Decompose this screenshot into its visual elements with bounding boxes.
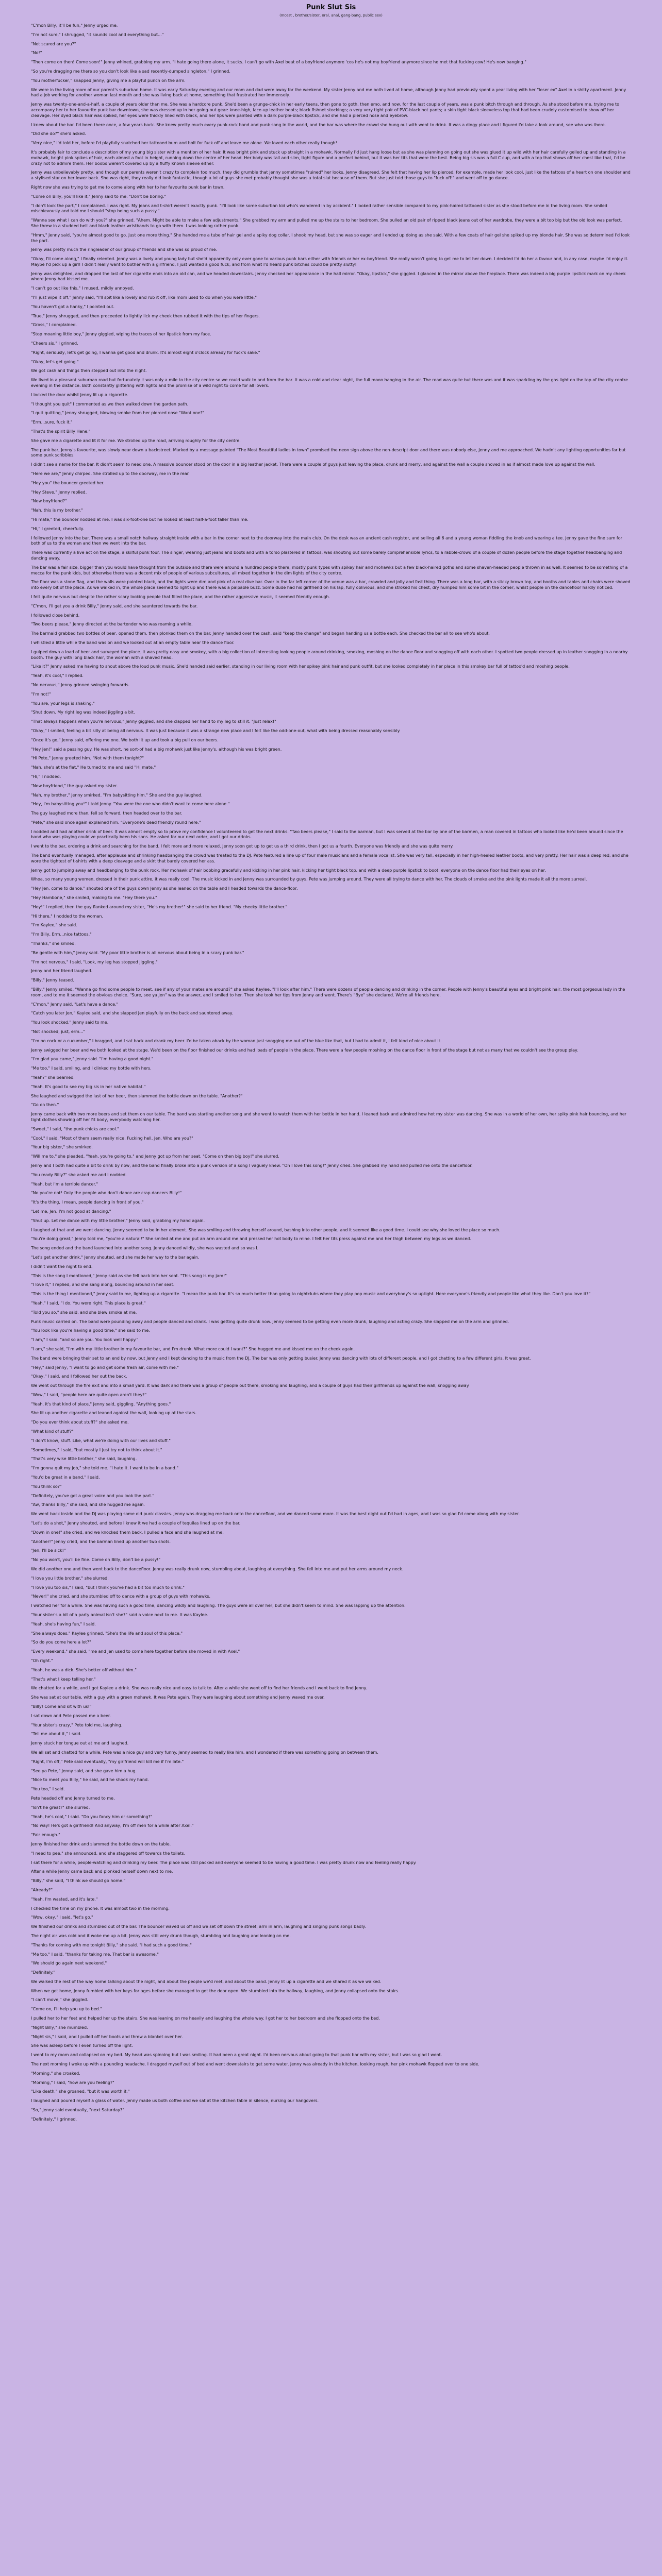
story-paragraph: "Hi," I greeted, cheerfully. — [31, 526, 84, 531]
story-paragraph: Jenny swigged her beer and we both looked at the stage. We'd been on the floor finished our drinks and had loads of people in the place. There were a few people moshing on the dance floor in front of the stage but not as many that we couldn't see the group play. — [31, 1047, 578, 1053]
story-paragraph: "No way! He's got a girlfriend! And anyway, I'm off men for a while after Axel." — [31, 1823, 194, 1828]
story-paragraph: I went to the bar, ordering a drink and searching for the band. I felt more and more relaxed. Jenny soon got up to get us a third drink, then I got us a fourth. Everyone was friendly and she was quite merry. — [31, 844, 454, 849]
story-paragraph: "Another!" Jenny cried, and the barman lined up another two shots. — [31, 1539, 171, 1544]
story-paragraph: "Okay, I'll come along," I finally relented. Jenny was a lively and young lady but she'd apparently only ever gone to various punk bars either with friends or her ex-boyfriend. She really wasn't going to get me to let her down. I decided I'd do her a favour and, in any case, maybe I'd enjoy it. Maybe I'd pick up a girl! I didn't really want to bother with a girlfriend, I just wanted a good fuck, and from what I'd heard punk bitches could be pretty slutty! — [31, 257, 628, 267]
story-paragraph: "I can't go out like this," I mused, mildly annoyed. — [31, 286, 134, 291]
story-paragraph: "Come on, I'll help you up to bed." — [31, 2007, 102, 2012]
story-paragraph: I whistled a little while the band was on and we looked out at an empty table near the dance floor. — [31, 640, 235, 645]
story-paragraph: "Yeah, I'm wasted, and it's late." — [31, 1896, 98, 1902]
story-paragraph: "Hey you" the bouncer greeted her. — [31, 480, 105, 485]
story-paragraph: "Yeah?" she beamed. — [31, 1075, 75, 1080]
story-paragraph: "Okay, let's get going." — [31, 359, 79, 364]
story-body — [31, 23, 631, 2123]
story-paragraph: "Wow, okay," I said, "let's go." — [31, 1915, 93, 1920]
story-paragraph: "No you won't, you'll be fine. Come on Billy, don't be a pussy!" — [31, 1557, 161, 1563]
story-paragraph: "You look shocked," Jenny said to me. — [31, 1020, 109, 1025]
story-paragraph: "Wow," I said, "people here are quite open aren't they?" — [31, 1392, 147, 1397]
story-paragraph: "Definitely," I grinned. — [31, 2116, 77, 2122]
story-paragraph: "You're doing great," Jenny told me, "you're a natural!" She smiled at me and put an arm around me and pressed her hot body to mine. I felt her tits press against me and her thigh between my legs as we danced. — [31, 1236, 471, 1242]
story-paragraph: "Hey Steve," Jenny replied. — [31, 489, 87, 495]
story-paragraph: "Billy! Come and sit with us!" — [31, 1704, 92, 1709]
story-paragraph: We chatted for a while, and I got Kaylee a drink. She was really nice and easy to talk to. After a while she went off to find her friends and I went back to find Jenny. — [31, 1686, 367, 1691]
story-paragraph: "Yeah, but I'm a terrible dancer." — [31, 1181, 98, 1187]
story-paragraph: Jenny was delighted, and dropped the last of her cigarette ends into an old can, and we headed downstairs. Jenny checked her appearance in the hall mirror. "Okay, lipstick," she giggled. I glanced in the mirror above the fireplace. There was indeed a big purple lipstick mark on my cheek where Jenny had kissed me. — [31, 271, 626, 282]
story-paragraph: I laughed and poured myself a glass of water. Jenny made us both coffee and we sat at the kitchen table in silence, nursing our hangovers. — [31, 2098, 319, 2104]
story-paragraph: "Hey," said Jenny, "I want to go and get some fresh air, come with me." — [31, 1365, 179, 1370]
story-paragraph: We all sat and chatted for a while. Pete was a nice guy and very funny. Jenny seemed to really like him, and I wondered if there was something going on between them. — [31, 1750, 378, 1755]
story-paragraph: "Your big sister," she smirked. — [31, 1145, 93, 1150]
story-paragraph: "Sometimes," I said, "but mostly I just try not to think about it." — [31, 1447, 162, 1452]
story-paragraph: "Yeah. It's good to see my big sis in her native habitat." — [31, 1084, 146, 1089]
story-paragraph: "Will me to," she pleaded, "Yeah, you're going to," and Jenny got up from her seat. "Come on then big boy!" she slurred. — [31, 1154, 279, 1159]
story-paragraph: "You think so?" — [31, 1484, 62, 1489]
story-paragraph: We were in the living room of our parent's suburban home. It was early Saturday evening and our mom and dad were away for the weekend. My sister Jenny and me both lived at home, although Jenny had previously spent a year living with her "loser ex" Axel in a shitty apartment. Jenny had a job working for another woman last month and she was living back at home, something that frustrated her immensely. — [31, 87, 626, 98]
story-paragraph: "New boyfriend," the guy asked my sister. — [31, 783, 118, 788]
story-paragraph: "That's what I keep telling her." — [31, 1676, 96, 1682]
story-paragraph: Jenny came back with two more beers and set them on our table. The band was starting another song and she went to watch them with her bottle in her hand. I leaned back and admired how hot my sister was dancing. She was in a world of her own, her spiky pink hair bouncing, and her tight clothes showing off her fit body, everybody watching her. — [31, 1112, 627, 1122]
story-paragraph: "I'll just wipe it off," Jenny said, "I'll spit like a lovely and rub it off, like mom used to do when you were little." — [31, 295, 257, 300]
story-paragraph: "I thought you quit" I commented as we then walked down the garden path. — [31, 401, 189, 406]
story-paragraph: "Nah, my brother," Jenny smirked. "I'm babysitting him." She and the guy laughed. — [31, 792, 203, 798]
story-paragraph: I checked the time on my phone. It was almost two in the morning. — [31, 1906, 170, 1911]
story-paragraph: The bar was a fair size, bigger than you would have thought from the outside and there were around a hundred people there, mostly punk types with spikey hair and mohawks but a few black-haired goths and some shaven-headed people thrown in as well. It seemed to be something of a mecca for the punk kids, but otherwise there was a decent mix of people of various subcultures, all mixed together in the dim lights of the city centre. — [31, 565, 628, 575]
story-paragraph: "Pete," she said once again explained him. "Everyone's dead friendly round here." — [31, 820, 201, 825]
story-paragraph: Jenny was unbelievably pretty, and though our parents weren't crazy to complain too much, they did grumble that Jenny sometimes "ruined" her looks. Jenny disagreed. She felt that having her lip pierced, for example, made her look cool, just like the tattoos of a heart on one shoulder and a stylised star on her lower back. She was right, they really did look fantastic, though a lot of guys she met probably thought she was a total slut because of them. But she just told those guys to "fuck off!" and went off to go dance. — [31, 170, 631, 181]
story-paragraph: The night air was cold and it woke me up a bit. Jenny was still very drunk though, stumbling and laughing and leaning on me. — [31, 1933, 291, 1938]
story-paragraph: "Billy," she said, "I think we should go home." — [31, 1878, 126, 1884]
story-paragraph: "Down in one!" she cried, and we knocked them back. I pulled a face and she laughed at me. — [31, 1530, 224, 1535]
story-paragraph: The punk bar, Jenny's favourite, was slowly near down a backstreet. Marked by a message painted "The Most Beautiful ladies in town" promised the neon sign above the non-descript door and there was nobody else, Jenny and me approached. We hadn't any lighting opportunities far but some punk scribbles. — [31, 447, 626, 458]
story-paragraph: "So you're dragging me there so you don't look like a sad recently-dumped singleton," I grinned. — [31, 69, 230, 74]
story-paragraph: I didn't see a name for the bar. It didn't seem to need one. A massive bouncer stood on the door in a big leather jacket. There were a couple of guys just leaving the place, drunk and merry, and against the wall a couple shoved in as if almost made love up against the wall. — [31, 462, 595, 467]
story-paragraph: The floor was a stone flag, and the walls were painted black, and the lights were dim and pink of a real dive bar. Over in the far left corner of the venue was a bar, crowded and jolly and fast thing. There was a long bar, with a sticky brown top, and booths and tables and chairs were shoved into every bit of the place. As we walked in, the whole place seemed to light up and there was a palpable buzz. Some dude had his girlfriend on his lap, fully oblivious, and she stroked his chest, dry humped him some bit in the corner, whilst people on the dancefloor hardly noticed. — [31, 580, 631, 590]
story-paragraph: She laughed and swigged the last of her beer, then slammed the bottle down on the table. "Another?" — [31, 1093, 243, 1098]
story-paragraph: We went back inside and the DJ was playing some old punk classics. Jenny was dragging me back onto the dancefloor, and we danced some more. It was the best night out I'd had in ages, and I was so glad I'd come along with my sister. — [31, 1512, 520, 1517]
story-paragraph: "You are, your legs is shaking." — [31, 701, 95, 706]
story-title: Punk Slut Sis — [306, 4, 356, 11]
story-paragraph: "I love you little brother," she slurred. — [31, 1575, 109, 1581]
story-page — [31, 0, 631, 2123]
story-paragraph: "Me too," I said, "thanks for taking me. That bar is awesome." — [31, 1952, 159, 1957]
story-paragraph: The next morning I woke up with a pounding headache. I dragged myself out of bed and went downstairs to get some water. Jenny was already in the kitchen, looking rough, her pink mohawk flopped over to one side. — [31, 2062, 479, 2067]
story-paragraph: "Never!" she cried, and she stumbled off to dance with a group of guys with mohawks. — [31, 1594, 211, 1599]
story-paragraph: "This is the song I mentioned," Jenny said as she fell back into her seat. "This song is my jam!" — [31, 1273, 227, 1278]
story-paragraph: "New boyfriend?" — [31, 499, 67, 504]
story-paragraph: "I'm glad you came," Jenny said. "I'm having a good night." — [31, 1057, 154, 1062]
story-paragraph: I didn't want the night to end. — [31, 1264, 93, 1269]
story-paragraph: "I need to pee," she announced, and she staggered off towards the toilets. — [31, 1851, 186, 1856]
story-paragraph: Jenny stuck her tongue out at me and laughed. — [31, 1741, 129, 1746]
story-paragraph: "Hey Jen, come to dance," shouted one of the guys down Jenny as she leaned on the table and I headed towards the dance-floor. — [31, 886, 298, 891]
story-paragraph: "See ya Pete," Jenny said, and she gave him a hug. — [31, 1768, 137, 1773]
story-paragraph: "Oh right." — [31, 1658, 53, 1663]
story-paragraph: "I'm gonna quit my job," she told me. "I hate it. I want to be in a band." — [31, 1466, 179, 1471]
story-paragraph: Jenny finished her drink and slammed the bottle down on the table. — [31, 1841, 171, 1846]
story-paragraph: "C'mon, I'll get you a drink Billy," Jenny said, and she sauntered towards the bar. — [31, 603, 198, 608]
story-paragraph: "I can't move," she giggled. — [31, 1997, 88, 2003]
story-paragraph: "You too," I said. — [31, 1787, 65, 1792]
story-paragraph: "Go on then." — [31, 1103, 59, 1108]
story-paragraph: I laughed at that and we went dancing. Jenny seemed to be in her element. She was smiling and throwing herself around, bashing into other people, and it seemed like a good time. I could see why she loved the place so much. — [31, 1227, 501, 1232]
story-paragraph: "You motherfucker," snapped Jenny, giving me a playful punch on the arm. — [31, 78, 186, 83]
story-paragraph: I knew about the bar. I'd been there once, a few years back. She knew pretty much every punk-rock band and punk song in the world, and the bar was where the crowd she hung out with went to drink. It was a dingy place and I figured I'd take a look around, see who was there. — [31, 122, 606, 127]
story-paragraph: "Shut up. Let me dance with my little brother," Jenny said, grabbing my hand again. — [31, 1218, 205, 1223]
story-paragraph: Jenny got to jumping away and headbanging to the punk rock. Her mohawk of hair bobbing gracefully and kicking in her pink hair, kicking her tight black top, and with a deep purple lipstick to boot, everyone on the dance floor had their eyes on her. — [31, 868, 546, 873]
story-paragraph: I gulped down a load of beer and surveyed the place. It was pretty easy and smokey, with a big collection of interesting looking people around drinking, smoking, moshing on the dance floor and snogging off with each other. I spotted two people dressed up in leather snogging in a nearby booth. The guy with long black hair, the woman with a shaved head. — [31, 649, 628, 660]
story-paragraph: We got cash and things then stepped out into the night. — [31, 368, 147, 374]
story-paragraph: "Hmm," Jenny said, "you're almost good to go. Just one more thing." She handed me a tube of hair gel and a spiky dog collar. I shook my head, but she was so eager and I ended up doing as she said. With a few coats of hair gel she spiked up my blonde hair. She was so determined I'd look the part. — [31, 232, 630, 243]
story-paragraph: "Like it?" Jenny asked me having to shout above the loud punk music. She'd handed said earlier, standing in our living room with her spikey pink hair and punk outfit, but she looked completely in her place in this smokey bar full of tattoo'd and moshing people. — [31, 664, 570, 669]
story-paragraph: "Yeah, she's having fun," I said. — [31, 1621, 96, 1626]
story-paragraph: "I'm Kaylee," she said. — [31, 923, 77, 928]
story-paragraph: Right now she was trying to get me to come along with her to her favourite punk bar in town. — [31, 184, 225, 190]
story-paragraph: Whoa, so many young women, dressed in their punk attire, it was really cool. The music kicked in and Jenny was surrounded by guys. Pete was jumping around. They were all trying to dance with her. The clouds of smoke and the pink lights made it all the more surreal. — [31, 877, 587, 882]
story-paragraph: "Billy," Jenny smiled. "Wanna go find some people to meet, see if any of your mates are around?" she asked Kaylee. "I'll look after him." There were dozens of people dancing and drinking in the corner. People with Jenny's beautiful eyes and bright pink hair, the most gorgeous lady in the room, and to me it seemed the obvious choice. "Sure, see ya Jen" was the answer, and I smiled to her. Then she took her tips from Jenny and went. There's "Bye" she declared. We're all friends here. — [31, 987, 625, 997]
story-paragraph: "Hey Hambone," she smiled, making to me. "Hey there you." — [31, 895, 157, 901]
story-paragraph: "Okay," I smiled, feeling a bit silly at being all nervous. It was just because it was a strange new place and I felt like the odd-one-out, what with being dressed reasonably sensibly. — [31, 728, 401, 733]
story-paragraph: "C'mon Billy, it'll be fun," Jenny urged me. — [31, 23, 118, 28]
story-paragraph: She was sat at our table, with a guy with a green mohawk. It was Pete again. They were laughing about something and Jenny waved me over. — [31, 1695, 325, 1700]
story-paragraph: "I'm not nervous," I said, "Look, my leg has stopped jiggling." — [31, 959, 158, 964]
story-paragraph: "Every weekend," she said, "me and Jen used to come here together before she moved in with Axel." — [31, 1649, 240, 1654]
story-paragraph: "Thanks," she smiled. — [31, 941, 76, 946]
story-paragraph: "What kind of stuff?" — [31, 1429, 74, 1434]
story-paragraph: Pete headed off and Jenny turned to me. — [31, 1795, 115, 1801]
story-paragraph: She gave me a cigarette and lit it for me. We strolled up the road, arriving roughly for the city centre. — [31, 438, 241, 443]
story-paragraph: "That always happens when you're nervous," Jenny giggled, and she clapped her hand to my leg to still it. "Just relax!" — [31, 719, 276, 724]
story-paragraph: "Your sister's crazy," Pete told me, laughing. — [31, 1722, 123, 1727]
story-paragraph: "It's the thing, I mean, people dancing in front of you." — [31, 1200, 144, 1205]
story-paragraph: There was currently a live act on the stage, a skilful punk four. The singer, wearing just jeans and boots and with a torso plastered in tattoos, was shouting out some barely comprehensible lyrics, to a rabble-crowd of a couple of dozen people before the stage together headbanging and dancing away. — [31, 550, 622, 561]
story-paragraph: I pulled her to her feet and helped her up the stairs. She was leaning on me heavily and laughing the whole way. I got her to her bedroom and she flopped onto the bed. — [31, 2016, 380, 2021]
story-paragraph: "I quit quitting," Jenny shrugged, blowing smoke from her pierced nose "Want one?" — [31, 411, 205, 416]
story-paragraph: "You look like you're having a good time," she said to me. — [31, 1328, 150, 1333]
story-paragraph: "So," Jenny said eventually, "next Saturday?" — [31, 2108, 124, 2113]
story-paragraph: "Erm...sure, fuck it." — [31, 420, 73, 425]
story-paragraph: "We should go again next weekend." — [31, 1961, 107, 1966]
story-paragraph: I sat down and Pete passed me a beer. — [31, 1713, 111, 1718]
story-paragraph: "So do you come here a lot?" — [31, 1640, 91, 1645]
story-paragraph: "Hey Jen!" said a passing guy. He was short, he sort-of had a big mohawk just like Jenny's, although his was bright green. — [31, 747, 282, 752]
story-paragraph: "Let's do a shot," Jenny shouted, and before I knew it we had a couple of tequilas lined up on the bar. — [31, 1521, 241, 1526]
story-paragraph: "I don't know, stuff. Like, what we're doing with our lives and stuff." — [31, 1438, 171, 1443]
story-paragraph: "Cool," I said. "Most of them seem really nice. Fucking hell, Jen. Who are you?" — [31, 1136, 193, 1141]
story-paragraph: "Hi there," I nodded to the woman. — [31, 913, 103, 919]
story-paragraph: "Yeah," I said, "I do. You were right. This place is great." — [31, 1300, 146, 1306]
story-paragraph: "Sweet," I said, "the punk chicks are cool." — [31, 1126, 119, 1131]
story-paragraph: The barmaid grabbed two bottles of beer, opened them, then plonked them on the bar. Jenny handed over the cash, said "keep the change" and began handing us a bottle each. She checked the bar all to see who's about. — [31, 631, 490, 636]
story-paragraph: "Right, I'm off," Pete said eventually, "my girlfriend will kill me if I'm late." — [31, 1759, 184, 1764]
story-paragraph: "Billy," Jenny teased. — [31, 978, 74, 983]
story-paragraph: Jenny was twenty-one-and-a-half, a couple of years older than me. She was a hardcore punk. She'd been a grunge-chick in her early teens, then gone to goth, then emo, and now, for the last couple of years, was a punk bitch through and through. As she stood before me, trying me to accompany her to her favourite punk bar downtown, she was dressed up in her going-out gear: knee-high, lace-up leather boots; black fishnet stockings; a very very tight pair of PVC-black hot pants; a skin tight black sleeveless top that had been crudely customised to show off her cleavage. Her dyed black hair was spiked, her eyes were thickly lined with black, and her lips were painted with a dark purple-black lipstick, and she had a pierced nose and eyebrow. — [31, 102, 620, 118]
story-paragraph: "Shut down. My right leg was indeed jiggling a bit. — [31, 710, 135, 715]
story-paragraph: "Did she do?" she'd asked. — [31, 131, 86, 137]
story-paragraph: We did another one and then went back to the dancefloor. Jenny was really drunk now, stumbling about, laughing at everything. She fell into me and put her arms around my neck. — [31, 1567, 404, 1572]
story-paragraph: It's probably fair to conclude a description of my young big sister with a mention of her hair. It was bright pink and stuck up straight in a mohawk. Normally I'd just hang loose but as she was planning on going out she was glued it up wild with her hair carefully gelled up and standing in a mohawk, bright pink spikes of hair, each almost a foot in height, running down the centre of her head. Her body was tall and slim, tight figure and a perfect behind, but it was her tits that were the best. Being big sis was a full C cup, and with a top that shows off her chest like that, I'd be crazy not to admire them. Her boobs weren't covered up by a fluffy known sleeve either. — [31, 149, 626, 166]
story-paragraph: "Stop moaning little boy," Jenny giggled, wiping the traces of her lipstick from my face. — [31, 332, 211, 337]
story-paragraph: "C'mon," Jenny said, "Let's have a dance." — [31, 1002, 119, 1007]
story-paragraph: "Do you ever think about stuff?" she asked me. — [31, 1420, 129, 1425]
story-paragraph: "Wanna see what I can do with you?" she grinned. "Ahem. Might be able to make a few adjustments." She grabbed my arm and pulled me up the stairs to her bedroom. She pulled an old pair of ripped black jeans out of her wardrobe, they were a bit too big but the old look was perfect. She threw in a studded belt and black leather wristbands to go with them. I was looking rather punk. — [31, 218, 622, 228]
story-paragraph: "Once it's go," Jenny said, offering me one. We both lit up and took a big pull on our beers. — [31, 737, 219, 742]
story-paragraph: "Tell me about it," I said. — [31, 1732, 81, 1737]
story-paragraph: "Told you so," she said, and she blew smoke at me. — [31, 1310, 137, 1315]
story-paragraph: "Then come on then! Come soon!" Jenny whined, grabbing my arm. "I hate going there alone, it sucks. I can't go with Axel beat of a boyfriend anymore 'cos he's not my boyfriend anymore since he met that fucking cow! He's now banging." — [31, 60, 526, 65]
story-paragraph: "Come on Billy, you'll like it," Jenny said to me. "Don't be boring." — [31, 194, 167, 199]
story-paragraph: We went out through the fire exit and into a small yard. It was dark and there was a group of people out there, smoking and laughing, and a couple of guys had their girlfriends up against the wall, snogging away. — [31, 1383, 470, 1388]
story-paragraph: She was asleep before I even turned off the light. — [31, 2043, 133, 2048]
story-paragraph: I locked the door whilst Jenny lit up a cigarette. — [31, 392, 128, 397]
story-paragraph: "Hi Pete," Jenny greeted him. "Not with them tonight?" — [31, 756, 144, 761]
story-paragraph: "Here we are," Jenny chirped. She strolled up to the doorway, me in the rear. — [31, 471, 190, 477]
story-paragraph: I sat there for a while, people-watching and drinking my beer. The place was still packed and everyone seemed to be having a good time. I was pretty drunk now and feeling really happy. — [31, 1860, 417, 1865]
story-paragraph: "Jen, I'll be sick!" — [31, 1548, 66, 1553]
story-paragraph: "Not shocked, just, erm..." — [31, 1029, 86, 1035]
story-paragraph: Punk music carried on. The band were pounding away and people danced and drank. I was getting quite drunk now. Jenny seemed to be getting even more drunk, laughing and acting crazy. She slapped me on the arm and grinned. — [31, 1319, 509, 1324]
story-paragraph: "I am," I said, "and so are you. You look well happy." — [31, 1337, 139, 1343]
story-paragraph: "This is the thing I mentioned," Jenny said to me, lighting up a cigarette. "I mean the punk bar. It's so much better than going to nightclubs where they play pop music and everybody's so uptight. Here everyone's friendly and people like what they like. Don't you love it?" — [31, 1292, 591, 1297]
story-paragraph: "I am," she said, "I'm with my little brother in my favourite bar, and I'm drunk. What more could I want?" She hugged me and kissed me on the cheek again. — [31, 1346, 355, 1351]
story-paragraph: "Two beers please," Jenny directed at the bartender who was roaming a while. — [31, 622, 193, 627]
story-paragraph: "Definitely." — [31, 1970, 56, 1975]
story-paragraph: We finished our drinks and stumbled out of the bar. The bouncer waved us off and we set off down the street, arm in arm, laughing and singing punk songs badly. — [31, 1924, 366, 1929]
story-paragraph: I nodded and had another drink of beer. It was almost empty so to prove my confidence I volunteered to get the next drinks. "Two beers please," I said to the barman, but I was served at the bar by one of the barmen, a man covered in tattoos who looked like he'd been around since the band who was playing could've practically been his sons. He asked for our next order, and I got our drinks. — [31, 829, 623, 840]
story-paragraph: "No!" — [31, 50, 42, 56]
story-paragraph: "Hey, I'm babysitting you!" I told Jenny. "You were the one who didn't want to come here alone." — [31, 802, 230, 807]
story-paragraph: "That's the spirit Billy Hene." — [31, 429, 91, 434]
story-paragraph: "I don't look the part," I complained. I was right. My jeans and t-shirt weren't exactly punk. "I'll look like some suburban kid who's wandered in by accident." I looked rather sensible compared to my pink-haired tattooed sister as she stood before me in the living room. She smiled mischievously and told me I should "stop being such a pussy." — [31, 203, 607, 214]
story-paragraph: The guy laughed more than, fell so forward, then headed over to the bar. — [31, 811, 183, 816]
story-paragraph: "Thanks for coming with me tonight Billy," she said. "I had such a good time." — [31, 1942, 192, 1947]
story-paragraph: Jenny and her friend laughed. — [31, 969, 92, 974]
story-paragraph: "True," Jenny shrugged, and then proceeded to lightly lick my cheek then rubbed it with the tips of her fingers. — [31, 313, 260, 318]
story-paragraph: The song ended and the band launched into another song. Jenny danced wildly, she was wasted and so was I. — [31, 1246, 259, 1251]
story-paragraph: The band eventually managed, after applause and shrinking headbanging the crowd was treated to the DJ. Pete featured a line up of four male musicians and a female vocalist. She was very tall, especially in her high-heeled leather boots, and very pretty. Her hair was a deep red, and she wore the tightest of t-shirts with a deep cleavage and a skirt that barely covered her ass. — [31, 853, 628, 863]
story-paragraph: She lit up another cigarette and leaned against the wall, looking up at the stars. — [31, 1411, 197, 1416]
story-paragraph: "You haven't got a hanky," I pointed out. — [31, 304, 115, 309]
story-paragraph: When we got home, Jenny fumbled with her keys for ages before she managed to get the door open. We stumbled into the hallway, laughing, and Jenny collapsed onto the stairs. — [31, 1988, 400, 1993]
story-paragraph: I followed close behind. — [31, 613, 80, 618]
story-paragraph: "Night sis," I said, and I pulled off her boots and threw a blanket over her. — [31, 2034, 183, 2039]
story-paragraph: "Already?" — [31, 1887, 53, 1892]
story-paragraph: "Night Billy," she mumbled. — [31, 2025, 88, 2030]
story-paragraph: Jenny was pretty much the ringleader of our group of friends and she was so proud of me. — [31, 247, 218, 252]
story-paragraph: I watched her for a while. She was having such a good time, dancing wildly and laughing. The guys were all over her, but she didn't seem to mind. She was lapping up the attention. — [31, 1603, 406, 1608]
story-paragraph: "Very nice," I'd told her, before I'd playfully snatched her tattooed bum and bolt for fuck off and leave me alone. We loved each other really though! — [31, 141, 337, 146]
story-paragraph: "Fair enough." — [31, 1833, 60, 1838]
story-paragraph: "Morning," I said, "how are you feeling?" — [31, 2080, 114, 2085]
story-paragraph: "I love you too sis," I said, "but I think you've had a bit too much to drink." — [31, 1585, 185, 1590]
story-paragraph: "Nah, this is my brother." — [31, 508, 83, 513]
story-paragraph: "Gross," I complained. — [31, 323, 77, 328]
story-paragraph: "Aw, thanks Billy," she said, and she hugged me again. — [31, 1502, 145, 1507]
story-paragraph: "Yeah, he's cool," I said. "Do you fancy him or something?" — [31, 1814, 153, 1819]
story-paragraph: "You ready Billy?" she asked me and I nodded. — [31, 1172, 127, 1177]
story-paragraph: "Definitely, you've got a great voice and you look the part." — [31, 1493, 155, 1498]
story-paragraph: "Yeah, it's cool," I replied. — [31, 673, 84, 679]
story-paragraph: "Right, seriously, let's get going, I wanna get good and drunk. It's almost eight o'clock already for fuck's sake." — [31, 350, 260, 355]
story-paragraph: "Okay," I said, and I followed her out the back. — [31, 1374, 127, 1379]
story-paragraph: "Me too," I said, smiling, and I clinked my bottle with hers. — [31, 1066, 152, 1071]
story-paragraph: "You'd be great in a band," I said. — [31, 1475, 100, 1480]
story-paragraph: "Hey!" I replied, then the guy flanked around my sister, "He's my brother!" she said to her friend. "My cheeky little brother." — [31, 904, 288, 909]
story-paragraph: "That's very wise little brother," she said, laughing. — [31, 1456, 137, 1462]
story-paragraph: I went to my room and collapsed on my bed. My head was spinning but I was smiling. It had been a great night. I'd been nervous about going to that punk bar with my sister, but I was so glad I went. — [31, 2053, 442, 2058]
story-paragraph: "Nah, she's at the flat." He turned to me and said "Hi mate." — [31, 765, 156, 770]
story-paragraph: "Catch you later Jen," Kaylee said, and she slapped Jen playfully on the back and sauntered away. — [31, 1011, 233, 1016]
story-paragraph: "Let me, Jen. I'm not good at dancing." — [31, 1209, 111, 1214]
story-paragraph: "She always does," Kaylee grinned. "She's the life and soul of this place." — [31, 1631, 183, 1636]
story-paragraph: "Yeah, he was a dick. She's better off without him." — [31, 1667, 137, 1672]
story-paragraph: "No you're not! Only the people who don't dance are crap dancers Billy!" — [31, 1191, 182, 1196]
story-paragraph: "Cheers sis," I grinned. — [31, 341, 78, 346]
story-paragraph: "Be gentle with him," Jenny said. "My poor little brother is all nervous about being in a scary punk bar." — [31, 950, 244, 955]
story-paragraph: "Like death," she groaned, "but it was worth it." — [31, 2089, 130, 2094]
story-paragraph: I followed Jenny into the bar. There was a small notch hallway straight inside with a bar in the corner next to the doorway into the main club. On the desk was an ancient cash register, and selling all 6 and a young woman fiddling the knob and wearing a tee. Jenny gave the fine sum for both of us to the woman and then we went into the bar. — [31, 535, 622, 546]
story-paragraph: "I'm Billy, Erm...nice tattoos." — [31, 932, 92, 937]
story-paragraph: Jenny and I both had quite a bit to drink by now, and the band finally broke into a punk version of a song I vaguely knew. "Oh I love this song!" Jenny cried. She grabbed my hand and pulled me onto the dancefloor. — [31, 1163, 473, 1168]
story-paragraph: "Let's get another drink," Jenny shouted, and she made her way to the bar again. — [31, 1255, 200, 1260]
story-paragraph: "Isn't he great?" she slurred. — [31, 1805, 90, 1810]
story-paragraph: "I'm no cock or a cucumber," I bragged, and I sat back and drank my beer. I'd be taken aback by the woman just snogging me out of the blue like that, but I had to admit it, I felt kind of nice about it. — [31, 1038, 442, 1043]
story-paragraph: "No nervous," Jenny grinned swinging forwards. — [31, 682, 130, 687]
story-paragraph: We lived in a pleasant suburban road but fortunately it was only a mile to the city centre so we could walk to and from the bar. It was a cold and clear night, the full moon hanging in the air. The road was quite but there was and it was sparkling by the gas light on the top of the city centre evening in the distance. Both constantly glittering with lights and the promise of a wild night to come for all lovers. — [31, 378, 628, 388]
story-paragraph: We walked the rest of the way home talking about the night, and about the people we'd met, and about the band. Jenny lit up a cigarette and we shared it as we walked. — [31, 1979, 382, 1984]
story-paragraph: "Morning," she croaked. — [31, 2071, 80, 2076]
story-paragraph: After a while Jenny came back and plonked herself down next to me. — [31, 1869, 173, 1874]
story-tags: (Incest , brother/sister, oral, anal, gang-bang, public sex) — [279, 13, 383, 18]
story-paragraph: The band were bringing their set to an end by now, but Jenny and I kept dancing to the music from the DJ. The bar was only getting busier. Jenny was dancing with lots of different people, and I got chatting to a few different girls. It was great. — [31, 1355, 531, 1361]
story-paragraph: "Your sister's a bit of a party animal isn't she?" said a voice next to me. It was Kaylee. — [31, 1613, 208, 1618]
story-paragraph: I felt quite nervous but despite the rather scary looking people that filled the place, and the rather aggressive music, it seemed friendly enough. — [31, 594, 330, 599]
story-paragraph: "I'm not!" — [31, 691, 51, 697]
story-paragraph: "Hi," I nodded. — [31, 774, 61, 779]
story-paragraph: "I'm not sure," I shrugged, "it sounds cool and everything but..." — [31, 32, 164, 37]
story-paragraph: "I love it," I replied, and she sang along, bouncing around in her seat. — [31, 1282, 175, 1287]
story-paragraph: "Yeah, it's that kind of place," Jenny said, giggling. "Anything goes." — [31, 1401, 171, 1406]
story-paragraph: "Not scared are you?" — [31, 41, 76, 46]
story-paragraph: "Hi mate," the bouncer nodded at me. I was six-foot-one but he looked at least half-a-foot taller than me. — [31, 517, 249, 522]
story-paragraph: "Nice to meet you Billy," he said, and he shook my hand. — [31, 1777, 149, 1783]
